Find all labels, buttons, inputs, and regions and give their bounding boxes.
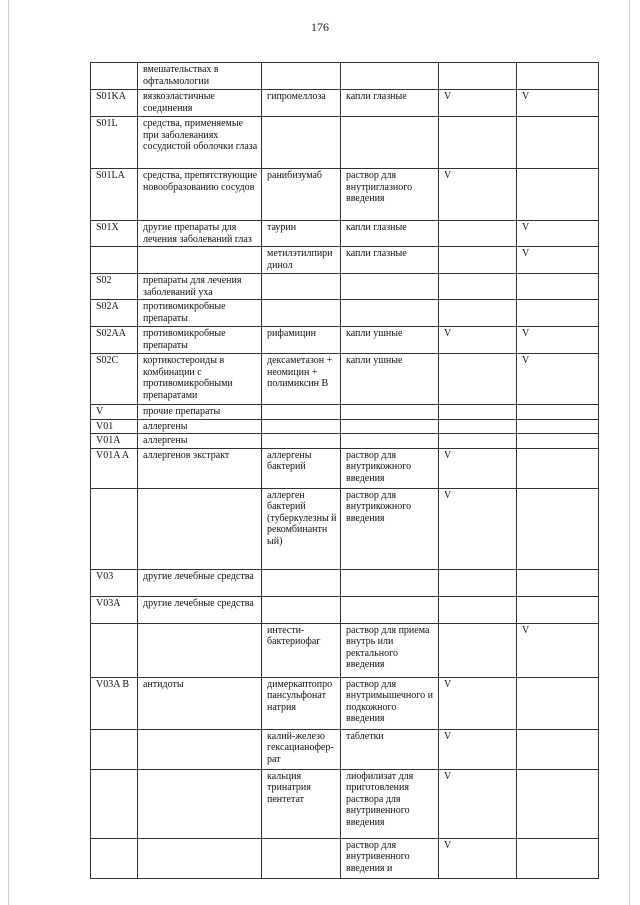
group-name-cell: другие лечебные средства (138, 596, 262, 623)
atc-code-cell: V01 (91, 419, 138, 434)
table-row (91, 729, 599, 769)
mark-cell-1: V (439, 448, 517, 488)
mark-cell-2: V (517, 221, 599, 247)
dosage-form-cell: капли глазные (341, 221, 439, 247)
table-row (91, 838, 599, 878)
table-row (91, 354, 599, 405)
atc-code-cell: S01X (91, 221, 138, 247)
atc-code-cell (91, 729, 138, 769)
table-row (91, 117, 599, 169)
dosage-form-cell (341, 117, 439, 169)
group-name-cell: аллергены (138, 434, 262, 449)
substance-cell: гипромеллоза (262, 90, 341, 117)
dosage-form-cell (341, 569, 439, 596)
group-name-cell (138, 247, 262, 274)
mark-cell-2 (517, 434, 599, 449)
dosage-form-cell: капли ушные (341, 327, 439, 354)
atc-code-cell (91, 247, 138, 274)
table-row (91, 769, 599, 838)
substance-cell: ранибизумаб (262, 169, 341, 221)
mark-cell-2: V (517, 247, 599, 274)
dosage-form-cell (341, 434, 439, 449)
atc-code-cell: S01LA (91, 169, 138, 221)
mark-cell-2: V (517, 90, 599, 117)
substance-cell: кальция тринатрия пентетат (262, 769, 341, 838)
atc-code-cell: V03A (91, 596, 138, 623)
table-row (91, 405, 599, 420)
group-name-cell (138, 729, 262, 769)
dosage-form-cell: капли глазные (341, 90, 439, 117)
mark-cell-2 (517, 596, 599, 623)
scan-right-edge (629, 0, 630, 905)
mark-cell-2 (517, 419, 599, 434)
atc-code-cell: V03 (91, 569, 138, 596)
mark-cell-1: V (439, 838, 517, 878)
atc-code-cell: S01L (91, 117, 138, 169)
mark-cell-1 (439, 354, 517, 405)
mark-cell-2: V (517, 327, 599, 354)
group-name-cell: вмешательствах в офтальмологии (138, 63, 262, 90)
substance-cell: таурин (262, 221, 341, 247)
mark-cell-1 (439, 274, 517, 300)
mark-cell-1 (439, 221, 517, 247)
mark-cell-1: V (439, 677, 517, 729)
atc-code-cell: V01A A (91, 448, 138, 488)
atc-code-cell: V01A (91, 434, 138, 449)
table-row (91, 300, 599, 327)
group-name-cell: другие препараты для лечения заболеваний глаз (138, 221, 262, 247)
table-row (91, 488, 599, 569)
mark-cell-1 (439, 623, 517, 677)
mark-cell-2 (517, 677, 599, 729)
table-row (91, 623, 599, 677)
dosage-form-cell: таблетки (341, 729, 439, 769)
group-name-cell: вязкоэластичные соединения (138, 90, 262, 117)
dosage-form-cell (341, 405, 439, 420)
mark-cell-2 (517, 729, 599, 769)
substance-cell (262, 838, 341, 878)
dosage-form-cell: раствор для внутрикожного введения (341, 448, 439, 488)
atc-code-cell: S02 (91, 274, 138, 300)
atc-code-cell (91, 63, 138, 90)
substance-cell (262, 63, 341, 90)
atc-code-cell: V03A B (91, 677, 138, 729)
substance-cell: метилэтилпири динол (262, 247, 341, 274)
mark-cell-2 (517, 838, 599, 878)
mark-cell-1 (439, 569, 517, 596)
table-row (91, 419, 599, 434)
dosage-form-cell: раствор для внутриглазного введения (341, 169, 439, 221)
group-name-cell: аллергены (138, 419, 262, 434)
substance-cell (262, 434, 341, 449)
mark-cell-1 (439, 419, 517, 434)
atc-code-cell: V (91, 405, 138, 420)
table-row (91, 63, 599, 90)
substance-cell: димеркаптопро пансульфонат натрия (262, 677, 341, 729)
mark-cell-1 (439, 596, 517, 623)
table-row (91, 596, 599, 623)
mark-cell-1: V (439, 327, 517, 354)
mark-cell-1 (439, 63, 517, 90)
table-row (91, 448, 599, 488)
atc-code-cell: S02C (91, 354, 138, 405)
mark-cell-2: V (517, 354, 599, 405)
substance-cell (262, 274, 341, 300)
dosage-form-cell: капли ушные (341, 354, 439, 405)
group-name-cell: прочие препараты (138, 405, 262, 420)
mark-cell-1: V (439, 729, 517, 769)
substance-cell: калий-железо гексацианофер- рат (262, 729, 341, 769)
mark-cell-2 (517, 488, 599, 569)
dosage-form-cell (341, 596, 439, 623)
atc-code-cell: S02AA (91, 327, 138, 354)
group-name-cell (138, 838, 262, 878)
mark-cell-2 (517, 300, 599, 327)
dosage-form-cell: раствор для внутривенного введения и (341, 838, 439, 878)
mark-cell-2 (517, 448, 599, 488)
dosage-form-cell (341, 63, 439, 90)
substance-cell: рифамицин (262, 327, 341, 354)
mark-cell-2 (517, 169, 599, 221)
dosage-form-cell: капли глазные (341, 247, 439, 274)
group-name-cell (138, 623, 262, 677)
table-row (91, 569, 599, 596)
table-row (91, 90, 599, 117)
table-row (91, 327, 599, 354)
drug-classification-table (90, 62, 599, 879)
substance-cell (262, 596, 341, 623)
group-name-cell (138, 488, 262, 569)
substance-cell: интести- бактериофаг (262, 623, 341, 677)
group-name-cell: противомикробные препараты (138, 300, 262, 327)
mark-cell-2 (517, 63, 599, 90)
group-name-cell: другие лечебные средства (138, 569, 262, 596)
table-row (91, 677, 599, 729)
table-row (91, 434, 599, 449)
atc-code-cell (91, 488, 138, 569)
atc-code-cell (91, 838, 138, 878)
page-number: 176 (311, 20, 329, 34)
mark-cell-1 (439, 117, 517, 169)
mark-cell-2: V (517, 623, 599, 677)
mark-cell-1: V (439, 488, 517, 569)
substance-cell (262, 117, 341, 169)
mark-cell-1 (439, 247, 517, 274)
mark-cell-2 (517, 769, 599, 838)
group-name-cell (138, 769, 262, 838)
group-name-cell: кортикостероиды в комбинации с противомикробными препаратами (138, 354, 262, 405)
mark-cell-2 (517, 274, 599, 300)
dosage-form-cell: лиофилизат для приготовления раствора для внутривенного введения (341, 769, 439, 838)
scan-left-edge (8, 0, 9, 905)
dosage-form-cell: раствор для внутрикожного введения (341, 488, 439, 569)
substance-cell (262, 569, 341, 596)
mark-cell-2 (517, 569, 599, 596)
dosage-form-cell: раствор для внутримышечного и подкожного введения (341, 677, 439, 729)
mark-cell-1: V (439, 90, 517, 117)
dosage-form-cell (341, 300, 439, 327)
mark-cell-1 (439, 300, 517, 327)
dosage-form-cell (341, 419, 439, 434)
group-name-cell: антидоты (138, 677, 262, 729)
substance-cell: дексаметазон + неомицин + полимиксин B (262, 354, 341, 405)
table-row (91, 169, 599, 221)
mark-cell-1: V (439, 769, 517, 838)
atc-code-cell (91, 769, 138, 838)
dosage-form-cell (341, 274, 439, 300)
dosage-form-cell: раствор для приема внутрь или ректального введения (341, 623, 439, 677)
group-name-cell: препараты для лечения заболеваний уха (138, 274, 262, 300)
table-row (91, 221, 599, 247)
mark-cell-1 (439, 405, 517, 420)
substance-cell (262, 419, 341, 434)
substance-cell (262, 300, 341, 327)
group-name-cell: противомикробные препараты (138, 327, 262, 354)
substance-cell: аллерген бактерий (туберкулезны й рекомбинантн ый) (262, 488, 341, 569)
table-body (91, 63, 599, 879)
group-name-cell: средства, применяемые при заболеваниях сосудистой оболочки глаза (138, 117, 262, 169)
mark-cell-2 (517, 405, 599, 420)
mark-cell-2 (517, 117, 599, 169)
mark-cell-1: V (439, 169, 517, 221)
substance-cell: аллергены бактерий (262, 448, 341, 488)
substance-cell (262, 405, 341, 420)
group-name-cell: средства, препятствующие новообразованию сосудов (138, 169, 262, 221)
group-name-cell: аллергенов экстракт (138, 448, 262, 488)
table-row (91, 247, 599, 274)
mark-cell-1 (439, 434, 517, 449)
atc-code-cell (91, 623, 138, 677)
atc-code-cell: S02A (91, 300, 138, 327)
table-row (91, 274, 599, 300)
atc-code-cell: S01KA (91, 90, 138, 117)
